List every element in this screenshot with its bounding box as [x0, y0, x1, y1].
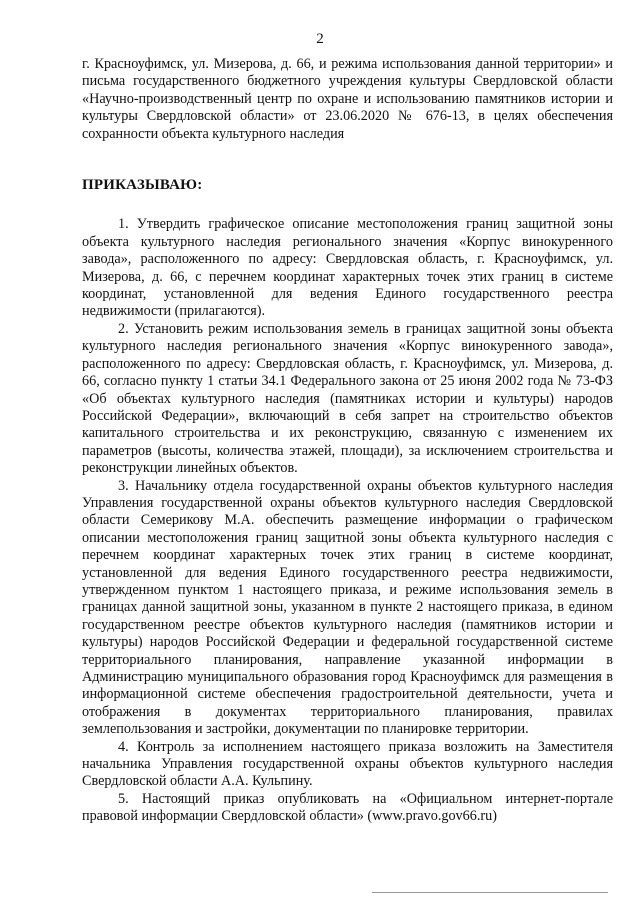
page-number: 2: [316, 31, 324, 47]
document-body: [82, 56, 613, 826]
order-item-3: 3. Начальнику отдела государственной охраны объектов культурного наследия Управления государственной охраны объектов культурного наследия Свердловской области Семерикову М.А. обеспечить размещение информации о графическом описании местоположения границ защитной зоны объекта культурного наследия с перечнем координат характерных точек этих границ в системе координат, установленной для ведения Единого государственного реестра недвижимости, утвержденном пунктом 1 настоящего приказа, и режиме использования земель в границах данной защитной зоны, указанном в пункте 2 настоящего приказа, в едином государственном реестре объектов культурного наследия (памятников истории и культуры) народов Российской Федерации и федеральной государственной системе территориального планирования, направление указанной информации в Администрацию муниципального образования город Красноуфимск для размещения в информационной системе обеспечения градостроительной деятельности, учета и отображения в документах территориального планирования, правилах землепользования и застройки, документации по планировке территории.: [82, 477, 613, 738]
order-item-5: 5. Настоящий приказ опубликовать на «Официальном интернет-портале правовой информации Свердловской области» (www.pravo.gov66.ru): [82, 790, 613, 825]
footer-rule: [372, 892, 608, 893]
order-item-4: 4. Контроль за исполнением настоящего приказа возложить на Заместителя начальника Управления государственной охраны объектов культурного наследия Свердловской области А.А. Кульпину.: [82, 738, 613, 790]
intro-paragraph: г. Красноуфимск, ул. Мизерова, д. 66, и режима использования данной территории» и письма государственного бюджетного учреждения культуры Свердловской области «Научно-производственный центр по охране и использованию памятников истории и культуры Свердловской области» от 23.06.2020 № 676-13, в целях обеспечения сохранности объекта культурного наследия: [82, 56, 613, 142]
order-item-2: 2. Установить режим использования земель в границах защитной зоны объекта культурного наследия регионального значения «Корпус винокуренного завода», расположенного по адресу: Свердловская область, г. Красноуфимск, ул. Мизерова, д. 66, согласно пункту 1 статьи 34.1 Федерального закона от 25 июня 2002 года № 73-ФЗ «Об объектах культурного наследия (памятниках истории и культуры) народов Российской Федерации», включающий в себя запрет на строительство объектов капитального строительства и их реконструкцию, связанную с изменением их параметров (высоты, количества этажей, площади), за исключением строительства и реконструкции линейных объектов.: [82, 320, 613, 477]
order-heading: ПРИКАЗЫВАЮ:: [82, 177, 203, 194]
order-item-1: 1. Утвердить графическое описание местоположения границ защитной зоны объекта культурного наследия регионального значения «Корпус винокуренного завода», расположенного по адресу: Свердловская область, г. Красноуфимск, ул. Мизерова, д. 66, с перечнем координат характерных точек этих границ в системе координат, установленной для ведения Единого государственного реестра недвижимости (прилагаются).: [82, 216, 613, 320]
